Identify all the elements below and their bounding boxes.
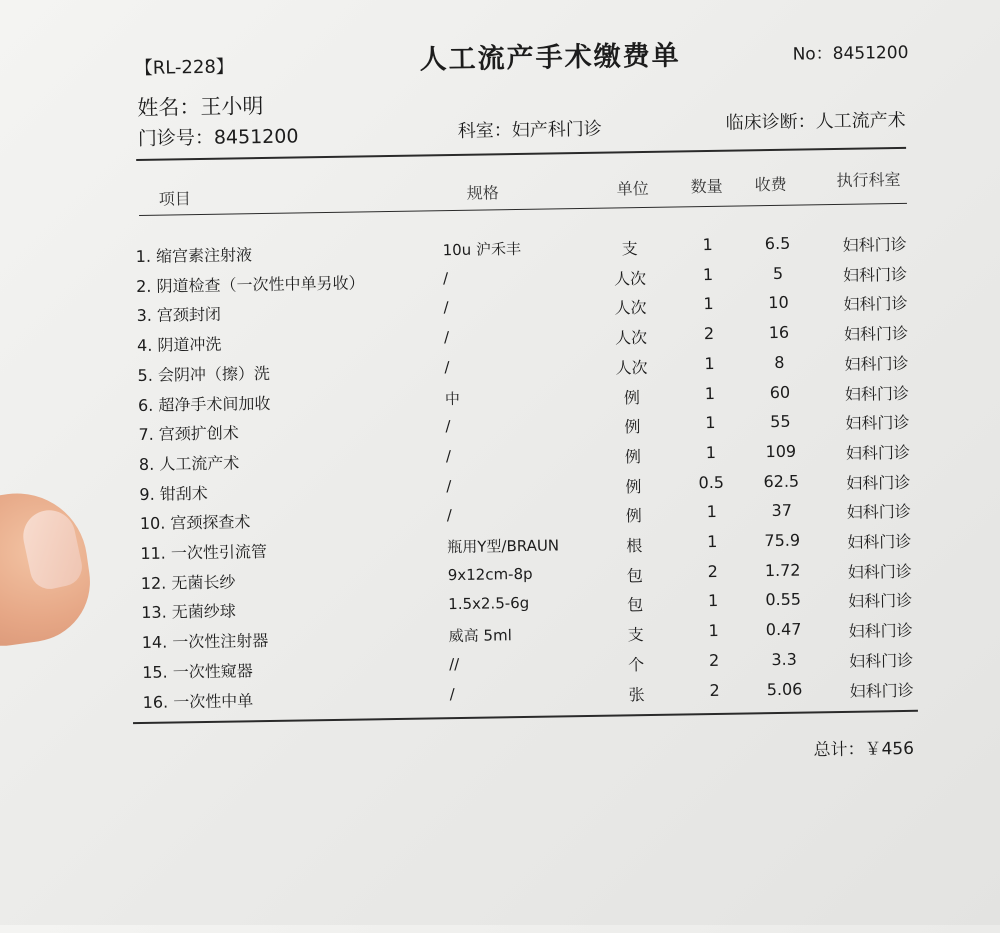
item-fee: 109 bbox=[765, 441, 797, 462]
item-fee: 5 bbox=[772, 263, 784, 283]
item-spec: 威高 5ml bbox=[448, 626, 512, 646]
item-fee: 0.55 bbox=[765, 590, 802, 610]
item-quantity: 2 bbox=[708, 650, 720, 670]
item-unit: 个 bbox=[628, 654, 645, 675]
item-unit: 根 bbox=[626, 536, 643, 556]
patient-name: 姓名：王小明 bbox=[137, 93, 264, 120]
item-fee: 37 bbox=[771, 501, 793, 521]
item-name: 1. 缩宫素注射液 bbox=[135, 245, 253, 267]
item-name: 3. 宫颈封闭 bbox=[136, 305, 222, 326]
item-quantity: 1 bbox=[702, 264, 714, 284]
item-name: 5. 会阴冲（擦）洗 bbox=[137, 363, 271, 385]
item-fee: 8 bbox=[774, 352, 785, 372]
item-spec: / bbox=[442, 268, 449, 287]
item-fee: 62.5 bbox=[763, 471, 800, 491]
item-executing-dept: 妇科门诊 bbox=[845, 413, 910, 434]
item-unit: 支 bbox=[627, 625, 644, 645]
item-executing-dept: 妇科门诊 bbox=[847, 561, 912, 582]
item-unit: 包 bbox=[626, 565, 643, 586]
item-name: 10. 宫颈探查术 bbox=[139, 512, 251, 534]
item-executing-dept: 妇科门诊 bbox=[848, 650, 914, 671]
item-name: 2. 阴道检查（一次性中单另收） bbox=[136, 273, 365, 296]
item-spec: 9x12cm-8p bbox=[447, 564, 533, 584]
item-unit: 例 bbox=[624, 417, 641, 437]
item-fee: 5.06 bbox=[766, 679, 803, 699]
item-unit: 人次 bbox=[614, 328, 648, 348]
item-fee: 60 bbox=[769, 382, 791, 402]
item-name: 13. 无菌纱球 bbox=[141, 601, 236, 623]
column-header-executing-dept: 执行科室 bbox=[836, 169, 901, 190]
column-header-fee: 收费 bbox=[754, 174, 787, 195]
item-quantity: 1 bbox=[705, 442, 717, 462]
item-spec: / bbox=[446, 506, 453, 525]
column-header-spec: 规格 bbox=[466, 183, 499, 203]
item-unit: 例 bbox=[625, 476, 642, 496]
department: 科室：妇产科门诊 bbox=[457, 118, 602, 142]
total-amount: 总计：￥456 bbox=[813, 738, 915, 761]
diagnosis: 临床诊断：人工流产术 bbox=[725, 109, 906, 134]
item-name: 7. 宫颈扩创术 bbox=[138, 423, 239, 445]
item-executing-dept: 妇科门诊 bbox=[846, 472, 911, 493]
item-name: 4. 阴道冲洗 bbox=[136, 334, 222, 356]
item-spec: / bbox=[446, 476, 452, 495]
receipt-number: No：8451200 bbox=[792, 42, 909, 65]
item-unit: 人次 bbox=[615, 357, 648, 378]
item-spec: / bbox=[449, 684, 455, 703]
item-spec: 瓶用Y型/BRAUN bbox=[447, 536, 560, 557]
column-header-quantity: 数量 bbox=[690, 176, 723, 197]
item-quantity: 2 bbox=[709, 680, 720, 700]
item-name: 6. 超净手术间加收 bbox=[137, 393, 271, 415]
item-executing-dept: 妇科门诊 bbox=[843, 323, 909, 344]
item-quantity: 1 bbox=[707, 591, 719, 611]
item-executing-dept: 妇科门诊 bbox=[849, 680, 914, 701]
item-quantity: 1 bbox=[702, 234, 713, 255]
item-quantity: 1 bbox=[703, 294, 714, 314]
item-fee: 6.5 bbox=[764, 233, 791, 254]
item-executing-dept: 妇科门诊 bbox=[845, 442, 911, 463]
column-header-unit: 单位 bbox=[616, 178, 649, 199]
item-spec: 中 bbox=[444, 389, 461, 408]
item-fee: 1.72 bbox=[764, 560, 801, 580]
item-spec: / bbox=[443, 298, 449, 317]
item-spec: 1.5x2.5-6g bbox=[448, 594, 530, 614]
item-unit: 例 bbox=[623, 387, 641, 407]
header-bottom-divider bbox=[139, 203, 907, 216]
item-spec: / bbox=[445, 446, 452, 466]
item-unit: 包 bbox=[627, 595, 644, 615]
item-quantity: 1 bbox=[707, 531, 718, 552]
item-executing-dept: 妇科门诊 bbox=[847, 531, 912, 552]
item-executing-dept: 妇科门诊 bbox=[846, 502, 911, 523]
item-executing-dept: 妇科门诊 bbox=[842, 264, 908, 285]
item-unit: 人次 bbox=[614, 298, 647, 318]
item-spec: / bbox=[445, 417, 451, 436]
clinic-number: 门诊号：8451200 bbox=[137, 125, 299, 150]
item-quantity: 1 bbox=[708, 621, 719, 641]
item-executing-dept: 妇科门诊 bbox=[848, 591, 913, 612]
item-name: 8. 人工流产术 bbox=[138, 453, 240, 474]
item-executing-dept: 妇科门诊 bbox=[843, 294, 908, 315]
item-quantity: 1 bbox=[704, 353, 715, 373]
item-name: 15. 一次性窥器 bbox=[142, 661, 253, 682]
item-quantity: 2 bbox=[703, 324, 715, 344]
item-unit: 张 bbox=[628, 684, 645, 704]
item-quantity: 2 bbox=[707, 561, 718, 581]
item-spec: // bbox=[448, 654, 460, 673]
item-quantity: 1 bbox=[706, 502, 718, 522]
item-name: 14. 一次性注射器 bbox=[141, 631, 269, 653]
item-name: 12. 无菌长纱 bbox=[140, 572, 236, 593]
item-executing-dept: 妇科门诊 bbox=[844, 353, 909, 374]
item-quantity: 1 bbox=[705, 413, 716, 433]
item-fee: 55 bbox=[770, 411, 791, 432]
form-code: 【RL-228】 bbox=[134, 56, 234, 80]
item-name: 11. 一次性引流管 bbox=[140, 541, 268, 563]
form-title: 人工流产手术缴费单 bbox=[419, 40, 681, 76]
item-name: 9. 钳刮术 bbox=[139, 483, 208, 504]
item-executing-dept: 妇科门诊 bbox=[842, 234, 907, 255]
item-executing-dept: 妇科门诊 bbox=[844, 383, 910, 404]
item-executing-dept: 妇科门诊 bbox=[848, 620, 913, 641]
column-header-item: 项目 bbox=[158, 189, 191, 209]
item-unit: 支 bbox=[621, 239, 638, 259]
item-fee: 75.9 bbox=[764, 530, 801, 551]
item-quantity: 1 bbox=[704, 383, 716, 403]
item-quantity: 0.5 bbox=[698, 472, 725, 492]
item-fee: 10 bbox=[768, 293, 789, 313]
item-spec: 10u 沪禾丰 bbox=[442, 239, 522, 260]
item-fee: 0.47 bbox=[765, 619, 802, 640]
item-unit: 例 bbox=[625, 506, 642, 526]
item-spec: / bbox=[443, 328, 450, 347]
item-unit: 人次 bbox=[613, 268, 647, 289]
item-fee: 16 bbox=[768, 322, 790, 343]
item-name: 16. 一次性中单 bbox=[142, 690, 254, 712]
item-spec: / bbox=[444, 357, 450, 376]
item-fee: 3.3 bbox=[771, 649, 797, 669]
item-unit: 例 bbox=[624, 446, 642, 467]
